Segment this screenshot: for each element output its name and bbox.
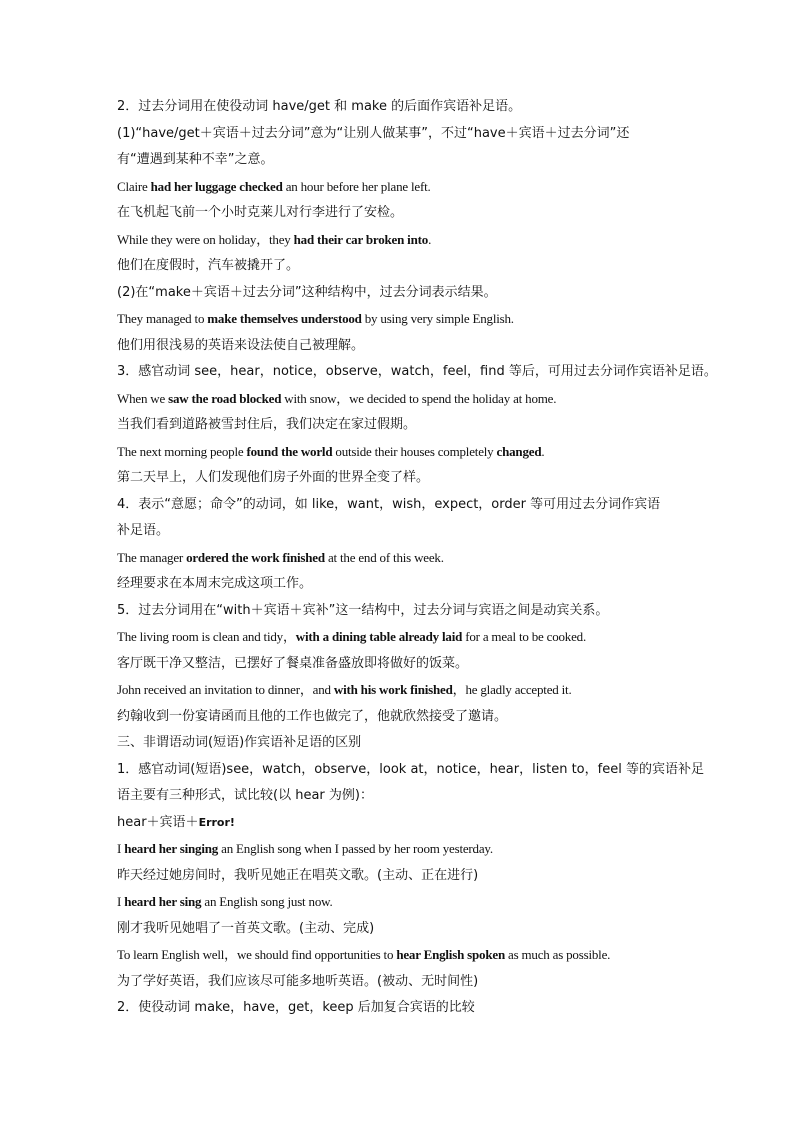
text-segment: 在飞机起飞前一个小时克莱儿对行李进行了安检。 xyxy=(117,205,404,220)
bold-phrase: make themselves understood xyxy=(207,311,362,326)
text-line xyxy=(117,465,734,492)
bold-phrase: saw the road blocked xyxy=(168,390,282,406)
error-marker: Error! xyxy=(198,815,235,829)
bold-phrase: found the world xyxy=(246,443,333,459)
example-sentence xyxy=(117,439,734,466)
example-sentence xyxy=(117,386,734,413)
bold-phrase: had her luggage checked xyxy=(150,178,283,194)
text-line xyxy=(117,333,734,360)
example-sentence xyxy=(117,677,734,704)
text-segment: 有“遭遇到某种不幸”之意。 xyxy=(117,152,274,167)
example-sentence xyxy=(117,624,734,651)
text-line xyxy=(117,810,734,837)
text-line xyxy=(117,253,734,280)
text-line xyxy=(117,94,734,121)
text-line xyxy=(117,783,734,810)
text-segment: 2．过去分词用在使役动词 have/get 和 make 的后面作宾语补足语。 xyxy=(117,99,522,114)
bold-phrase: with his work finished xyxy=(333,682,453,697)
text-line xyxy=(117,200,734,227)
text-segment: 昨天经过她房间时，我听见她正在唱英文歌。(主动、正在进行) xyxy=(117,867,479,883)
text-segment: for a meal to be cooked. xyxy=(462,629,587,644)
text-line xyxy=(117,598,734,625)
text-line xyxy=(117,995,734,1022)
text-segment: John received an invitation to dinner，and xyxy=(117,682,334,697)
text-segment: 经理要求在本周末完成这项工作。 xyxy=(117,576,313,591)
text-segment: outside their houses completely xyxy=(332,443,497,459)
example-sentence xyxy=(117,836,734,863)
text-segment: hear＋宾语＋ xyxy=(117,814,199,830)
text-line xyxy=(117,730,734,757)
text-segment: an hour before her plane left. xyxy=(282,178,431,194)
text-segment: To learn English well，we should find opportunities to xyxy=(117,947,397,962)
bold-phrase: heard her sing xyxy=(124,894,202,909)
text-segment: 他们在度假时，汽车被撬开了。 xyxy=(117,258,300,273)
text-segment: 三、非谓语动词(短语)作宾语补足语的区别 xyxy=(117,735,362,750)
text-segment: 当我们看到道路被雪封住后，我们决定在家过假期。 xyxy=(117,417,417,432)
text-line xyxy=(117,704,734,731)
text-line xyxy=(117,757,734,784)
text-segment: While they were on holiday，they xyxy=(117,231,294,247)
text-line xyxy=(117,571,734,598)
bold-phrase: changed xyxy=(496,443,542,459)
text-segment: I xyxy=(117,894,125,909)
text-line xyxy=(117,969,734,996)
example-sentence xyxy=(117,942,734,969)
text-segment: I xyxy=(117,841,125,856)
bold-phrase: with a dining table already laid xyxy=(295,629,463,644)
text-segment: Claire xyxy=(117,178,151,194)
text-segment: 他们用很浅易的英语来设法使自己被理解。 xyxy=(117,337,365,353)
text-segment: The living room is clean and tidy， xyxy=(117,629,296,644)
text-segment: The next morning people xyxy=(117,443,247,459)
example-sentence xyxy=(117,174,734,201)
text-segment: 补足语。 xyxy=(117,523,170,538)
text-segment: (2)在“make＋宾语＋过去分词”这种结构中，过去分词表示结果。 xyxy=(117,284,497,300)
text-segment: an English song just now. xyxy=(201,894,333,909)
text-line xyxy=(117,916,734,943)
text-line xyxy=(117,121,734,148)
text-segment: 5．过去分词用在“with＋宾语＋宾补”这一结构中，过去分词与宾语之间是动宾关系。 xyxy=(117,602,609,618)
bold-phrase: hear English spoken xyxy=(396,947,505,962)
text-segment: (1)“have/get＋宾语＋过去分词”意为“让别人做某事”，不过“have＋宾语＋过去分词”还 xyxy=(117,125,630,141)
text-line xyxy=(117,147,734,174)
text-segment: 4．表示“意愿；命令”的动词，如 like，want，wish，expect，order 等可用过去分词作宾语 xyxy=(117,496,661,512)
example-sentence xyxy=(117,227,734,254)
text-segment: 第二天早上，人们发现他们房子外面的世界全变了样。 xyxy=(117,470,430,485)
text-segment: with snow，we decided to spend the holiday at home. xyxy=(281,390,557,406)
bold-phrase: ordered the work finished xyxy=(186,549,325,565)
text-line xyxy=(117,280,734,307)
text-segment: . xyxy=(428,231,432,247)
text-line xyxy=(117,518,734,545)
text-segment: 刚才我听见她唱了一首英文歌。(主动、完成) xyxy=(117,920,375,936)
text-segment: When we xyxy=(117,390,169,406)
text-segment: 2．使役动词 make，have，get，keep 后加复合宾语的比较 xyxy=(117,1000,475,1015)
example-sentence xyxy=(117,889,734,916)
text-segment: . xyxy=(541,443,545,459)
text-segment: 客厅既干净又整洁，已摆好了餐桌准备盛放即将做好的饭菜。 xyxy=(117,655,469,671)
example-sentence xyxy=(117,545,734,572)
bold-phrase: heard her singing xyxy=(124,841,219,856)
text-segment: as much as possible. xyxy=(504,947,611,962)
text-segment: 3．感官动词 see，hear，notice，observe，watch，feel，find 等后，可用过去分词作宾语补足语。 xyxy=(117,364,717,379)
text-segment: 约翰收到一份宴请函而且他的工作也做完了，他就欣然接受了邀请。 xyxy=(117,708,508,724)
text-segment: 为了学好英语，我们应该尽可能多地听英语。(被动、无时间性) xyxy=(117,973,479,989)
text-segment: an English song when I passed by her room yesterday. xyxy=(218,841,493,856)
text-segment: at the end of this week. xyxy=(324,549,444,565)
text-line xyxy=(117,359,734,386)
text-segment: 语主要有三种形式，试比较(以 hear 为例)： xyxy=(117,788,373,803)
text-segment: 1．感官动词(短语)see，watch，observe，look at，notice，hear，listen to，feel 等的宾语补足 xyxy=(117,761,704,777)
text-segment: They managed to xyxy=(117,311,208,326)
text-line xyxy=(117,412,734,439)
text-segment: by using very simple English. xyxy=(361,311,514,326)
text-line xyxy=(117,492,734,519)
text-segment: The manager xyxy=(117,549,187,565)
text-line xyxy=(117,863,734,890)
bold-phrase: had their car broken into xyxy=(293,231,429,247)
text-segment: ，he gladly accepted it. xyxy=(452,682,572,697)
example-sentence xyxy=(117,306,734,333)
text-line xyxy=(117,651,734,678)
